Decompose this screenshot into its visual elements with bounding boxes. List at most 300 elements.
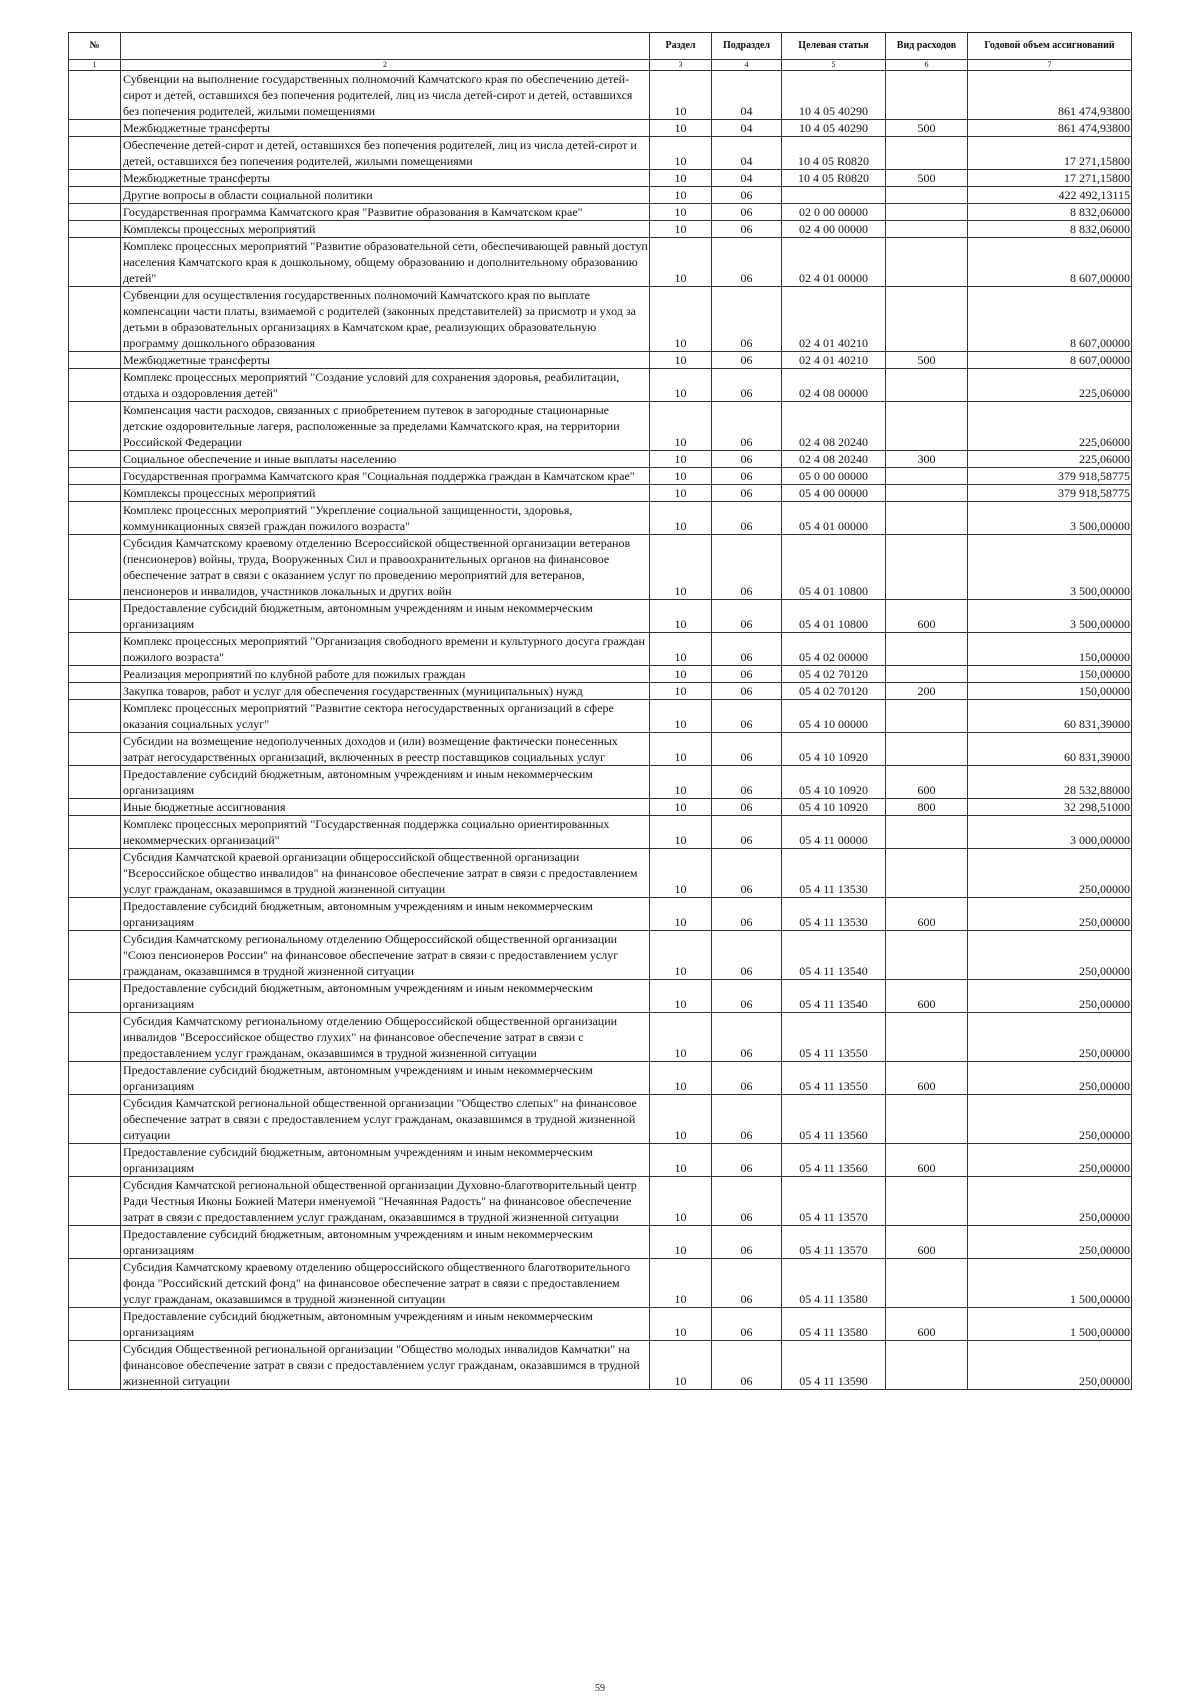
row-target-article-cell: 05 4 11 13560 [782,1144,886,1177]
row-name-cell: Комплекс процессных мероприятий "Укрепление социальной защищенности, здоровья, коммуникационных связей граждан пожилого возраста" [121,502,650,535]
row-name-cell: Комплексы процессных мероприятий [121,221,650,238]
row-razdel-cell: 10 [650,633,712,666]
row-amount-cell: 150,00000 [968,683,1132,700]
row-name-cell: Субсидия Камчатской региональной общественной организации "Общество слепых" на финансовое обеспечение затрат в связи с предоставлением услуг гражданам, оказавшимся в трудной жизненной ситуации [121,1095,650,1144]
row-podrazdel-cell: 06 [712,238,782,287]
column-number: 4 [712,60,782,71]
row-amount-cell: 250,00000 [968,1062,1132,1095]
row-number-cell [69,816,121,849]
row-expense-type-cell: 800 [886,799,968,816]
row-amount-cell: 8 607,00000 [968,287,1132,352]
row-number-cell [69,451,121,468]
row-expense-type-cell: 500 [886,170,968,187]
row-name-cell: Комплекс процессных мероприятий "Государственная поддержка социально ориентированных некоммерческих организаций" [121,816,650,849]
row-podrazdel-cell: 06 [712,766,782,799]
row-razdel-cell: 10 [650,931,712,980]
row-razdel-cell: 10 [650,1308,712,1341]
table-row [69,633,1132,666]
row-number-cell [69,733,121,766]
row-podrazdel-cell: 06 [712,633,782,666]
row-amount-cell: 225,06000 [968,451,1132,468]
row-razdel-cell: 10 [650,733,712,766]
row-razdel-cell: 10 [650,502,712,535]
row-expense-type-cell: 600 [886,1062,968,1095]
row-razdel-cell: 10 [650,485,712,502]
row-name-cell: Реализация мероприятий по клубной работе для пожилых граждан [121,666,650,683]
row-razdel-cell: 10 [650,816,712,849]
row-amount-cell: 60 831,39000 [968,700,1132,733]
row-amount-cell: 8 607,00000 [968,238,1132,287]
row-target-article-cell: 05 4 11 13570 [782,1226,886,1259]
row-amount-cell: 250,00000 [968,1341,1132,1390]
row-target-article-cell: 05 4 11 13530 [782,898,886,931]
row-expense-type-cell [886,187,968,204]
row-razdel-cell: 10 [650,1013,712,1062]
row-razdel-cell: 10 [650,468,712,485]
row-number-cell [69,1226,121,1259]
row-amount-cell: 250,00000 [968,898,1132,931]
row-podrazdel-cell: 06 [712,666,782,683]
row-number-cell [69,221,121,238]
row-podrazdel-cell: 06 [712,402,782,451]
row-razdel-cell: 10 [650,187,712,204]
row-expense-type-cell [886,633,968,666]
row-razdel-cell: 10 [650,980,712,1013]
row-expense-type-cell: 300 [886,451,968,468]
row-name-cell: Предоставление субсидий бюджетным, автономным учреждениям и иным некоммерческим организациям [121,1226,650,1259]
row-podrazdel-cell: 06 [712,1308,782,1341]
row-name-cell: Комплекс процессных мероприятий "Создание условий для сохранения здоровья, реабилитации, отдыха и оздоровления детей" [121,369,650,402]
row-amount-cell: 1 500,00000 [968,1308,1132,1341]
row-razdel-cell: 10 [650,170,712,187]
row-target-article-cell: 05 4 01 10800 [782,535,886,600]
row-podrazdel-cell: 06 [712,287,782,352]
budget-table [68,32,1132,1390]
row-amount-cell: 422 492,13115 [968,187,1132,204]
table-row [69,369,1132,402]
row-razdel-cell: 10 [650,352,712,369]
header-expense-type: Вид расходов [886,33,968,60]
row-number-cell [69,402,121,451]
row-podrazdel-cell: 06 [712,468,782,485]
row-amount-cell: 60 831,39000 [968,733,1132,766]
row-number-cell [69,700,121,733]
table-row [69,683,1132,700]
row-podrazdel-cell: 06 [712,485,782,502]
row-target-article-cell: 05 4 10 10920 [782,799,886,816]
table-row [69,898,1132,931]
row-number-cell [69,485,121,502]
row-amount-cell: 861 474,93800 [968,71,1132,120]
row-podrazdel-cell: 04 [712,120,782,137]
row-name-cell: Предоставление субсидий бюджетным, автономным учреждениям и иным некоммерческим организациям [121,600,650,633]
row-razdel-cell: 10 [650,683,712,700]
row-amount-cell: 250,00000 [968,1144,1132,1177]
row-razdel-cell: 10 [650,287,712,352]
row-number-cell [69,187,121,204]
row-podrazdel-cell: 06 [712,1095,782,1144]
row-podrazdel-cell: 06 [712,600,782,633]
row-target-article-cell: 05 4 01 00000 [782,502,886,535]
row-amount-cell: 3 500,00000 [968,502,1132,535]
row-podrazdel-cell: 06 [712,352,782,369]
table-row [69,402,1132,451]
row-number-cell [69,766,121,799]
row-target-article-cell: 02 4 08 00000 [782,369,886,402]
table-row [69,535,1132,600]
row-razdel-cell: 10 [650,600,712,633]
row-target-article-cell: 02 4 08 20240 [782,402,886,451]
row-amount-cell: 8 607,00000 [968,352,1132,369]
table-row [69,600,1132,633]
row-razdel-cell: 10 [650,1341,712,1390]
row-number-cell [69,666,121,683]
row-number-cell [69,849,121,898]
row-target-article-cell: 05 0 00 00000 [782,468,886,485]
table-row [69,451,1132,468]
row-number-cell [69,799,121,816]
table-row [69,931,1132,980]
row-podrazdel-cell: 04 [712,71,782,120]
row-podrazdel-cell: 06 [712,1144,782,1177]
row-razdel-cell: 10 [650,1062,712,1095]
row-expense-type-cell: 600 [886,1308,968,1341]
row-number-cell [69,535,121,600]
row-expense-type-cell [886,485,968,502]
row-expense-type-cell [886,204,968,221]
row-amount-cell: 3 000,00000 [968,816,1132,849]
row-podrazdel-cell: 06 [712,816,782,849]
row-amount-cell: 250,00000 [968,1095,1132,1144]
row-expense-type-cell: 600 [886,980,968,1013]
row-razdel-cell: 10 [650,1177,712,1226]
row-target-article-cell: 05 4 02 70120 [782,666,886,683]
row-expense-type-cell [886,666,968,683]
row-number-cell [69,502,121,535]
row-expense-type-cell: 600 [886,1226,968,1259]
row-target-article-cell: 02 4 01 00000 [782,238,886,287]
table-row [69,1177,1132,1226]
row-razdel-cell: 10 [650,1144,712,1177]
row-amount-cell: 379 918,58775 [968,468,1132,485]
row-razdel-cell: 10 [650,700,712,733]
row-podrazdel-cell: 06 [712,849,782,898]
row-name-cell: Межбюджетные трансферты [121,170,650,187]
row-target-article-cell: 05 4 11 00000 [782,816,886,849]
row-target-article-cell: 05 4 11 13570 [782,1177,886,1226]
row-number-cell [69,980,121,1013]
row-podrazdel-cell: 06 [712,1226,782,1259]
row-podrazdel-cell: 06 [712,502,782,535]
row-razdel-cell: 10 [650,402,712,451]
row-name-cell: Комплекс процессных мероприятий "Организация свободного времени и культурного досуга граждан пожилого возраста" [121,633,650,666]
row-podrazdel-cell: 06 [712,799,782,816]
row-podrazdel-cell: 06 [712,369,782,402]
row-name-cell: Комплекс процессных мероприятий "Развитие образовательной сети, обеспечивающей равный доступ населения Камчатского края к дошкольному, общему образованию и дополнительному образованию детей" [121,238,650,287]
row-razdel-cell: 10 [650,1226,712,1259]
row-name-cell: Субсидия Камчатскому краевому отделению Всероссийской общественной организации ветеранов (пенсионеров) войны, труда, Вооруженных Сил и правоохранительных органов на финансовое обеспечение затрат в связи с оказанием услуг по проведению мероприятий для ветеранов, пенсионеров и инвалидов, участников локальных и других войн [121,535,650,600]
row-razdel-cell: 10 [650,898,712,931]
row-name-cell: Субсидия Камчатскому краевому отделению общероссийского общественного благотворительного фонда "Российский детский фонд" на финансовое обеспечение затрат в связи с предоставлением услуг гражданам, оказавшимся в трудной жизненной ситуации [121,1259,650,1308]
row-number-cell [69,170,121,187]
row-razdel-cell: 10 [650,1259,712,1308]
row-expense-type-cell [886,369,968,402]
row-expense-type-cell: 600 [886,1144,968,1177]
row-expense-type-cell [886,535,968,600]
table-row [69,1144,1132,1177]
row-name-cell: Другие вопросы в области социальной политики [121,187,650,204]
row-expense-type-cell [886,1013,968,1062]
row-number-cell [69,600,121,633]
row-number-cell [69,1095,121,1144]
row-name-cell: Компенсация части расходов, связанных с приобретением путевок в загородные стационарные детские оздоровительные лагеря, расположенные за пределами Камчатского края, на территории Российской Федерации [121,402,650,451]
row-name-cell: Комплекс процессных мероприятий "Развитие сектора негосударственных организаций в сфере оказания социальных услуг" [121,700,650,733]
row-name-cell: Субвенции для осуществления государственных полномочий Камчатского края по выплате компенсации части платы, взимаемой с родителей (законных представителей) за присмотр и уход за детьми в образовательных организациях в Камчатском крае, реализующих образовательную программу дошкольного образования [121,287,650,352]
row-target-article-cell: 05 4 11 13550 [782,1013,886,1062]
row-number-cell [69,1144,121,1177]
row-amount-cell: 225,06000 [968,402,1132,451]
row-target-article-cell: 05 4 11 13540 [782,931,886,980]
row-amount-cell: 3 500,00000 [968,600,1132,633]
column-number: 5 [782,60,886,71]
row-razdel-cell: 10 [650,221,712,238]
row-number-cell [69,204,121,221]
row-amount-cell: 17 271,15800 [968,137,1132,170]
row-amount-cell: 32 298,51000 [968,799,1132,816]
row-target-article-cell: 02 4 01 40210 [782,352,886,369]
row-razdel-cell: 10 [650,204,712,221]
row-target-article-cell: 05 4 11 13580 [782,1308,886,1341]
row-amount-cell: 150,00000 [968,633,1132,666]
column-number-row [69,60,1132,71]
row-podrazdel-cell: 06 [712,1062,782,1095]
row-number-cell [69,1259,121,1308]
row-expense-type-cell [886,137,968,170]
row-amount-cell: 8 832,06000 [968,221,1132,238]
row-expense-type-cell [886,71,968,120]
table-row [69,468,1132,485]
row-name-cell: Предоставление субсидий бюджетным, автономным учреждениям и иным некоммерческим организациям [121,766,650,799]
table-row [69,187,1132,204]
row-target-article-cell: 05 4 10 00000 [782,700,886,733]
table-row [69,238,1132,287]
column-number: 2 [121,60,650,71]
row-number-cell [69,1177,121,1226]
row-amount-cell: 225,06000 [968,369,1132,402]
row-podrazdel-cell: 06 [712,980,782,1013]
row-number-cell [69,1308,121,1341]
row-razdel-cell: 10 [650,766,712,799]
row-target-article-cell: 10 4 05 40290 [782,120,886,137]
row-podrazdel-cell: 06 [712,221,782,238]
table-row [69,849,1132,898]
row-name-cell: Субсидии на возмещение недополученных доходов и (или) возмещение фактически понесенных затрат негосударственных организаций, включенных в реестр поставщиков социальных услуг [121,733,650,766]
table-row [69,120,1132,137]
row-number-cell [69,120,121,137]
row-target-article-cell: 05 4 10 10920 [782,733,886,766]
row-expense-type-cell [886,402,968,451]
row-expense-type-cell: 500 [886,352,968,369]
row-name-cell: Государственная программа Камчатского края "Социальная поддержка граждан в Камчатском крае" [121,468,650,485]
row-razdel-cell: 10 [650,799,712,816]
row-target-article-cell: 05 4 02 00000 [782,633,886,666]
row-target-article-cell: 05 4 11 13550 [782,1062,886,1095]
row-name-cell: Социальное обеспечение и иные выплаты населению [121,451,650,468]
row-razdel-cell: 10 [650,535,712,600]
header-razdel: Раздел [650,33,712,60]
row-podrazdel-cell: 04 [712,137,782,170]
row-expense-type-cell [886,287,968,352]
row-amount-cell: 8 832,06000 [968,204,1132,221]
row-podrazdel-cell: 06 [712,931,782,980]
row-expense-type-cell [886,816,968,849]
row-expense-type-cell [886,1259,968,1308]
row-podrazdel-cell: 06 [712,535,782,600]
row-podrazdel-cell: 04 [712,170,782,187]
row-name-cell: Субсидия Общественной региональной организации "Общество молодых инвалидов Камчатки" на финансовое обеспечение затрат в связи с предоставлением услуг гражданам, оказавшимся в трудной жизненной ситуации [121,1341,650,1390]
table-row [69,799,1132,816]
row-target-article-cell: 05 4 11 13560 [782,1095,886,1144]
row-name-cell: Субсидия Камчатской краевой организации общероссийской общественной организации "Всероссийское общество инвалидов" на финансовое обеспечение затрат в связи с предоставлением услуг гражданам, оказавшимся в трудной жизненной ситуации [121,849,650,898]
row-expense-type-cell [886,238,968,287]
row-expense-type-cell [886,1177,968,1226]
row-number-cell [69,71,121,120]
row-name-cell: Субвенции на выполнение государственных полномочий Камчатского края по обеспечению детей-сирот и детей, оставшихся без попечения родителей, лиц из числа детей-сирот и детей, оставшихся без попечения родителей, жилыми помещениями [121,71,650,120]
row-amount-cell: 379 918,58775 [968,485,1132,502]
row-razdel-cell: 10 [650,238,712,287]
row-number-cell [69,137,121,170]
header-annual-volume: Годовой объем ассигнований [968,33,1132,60]
row-razdel-cell: 10 [650,137,712,170]
header-name [121,33,650,60]
table-row [69,287,1132,352]
row-target-article-cell: 05 4 00 00000 [782,485,886,502]
row-target-article-cell: 02 4 08 20240 [782,451,886,468]
table-row [69,1259,1132,1308]
table-row [69,816,1132,849]
row-expense-type-cell [886,733,968,766]
row-name-cell: Предоставление субсидий бюджетным, автономным учреждениям и иным некоммерческим организациям [121,1308,650,1341]
row-podrazdel-cell: 06 [712,204,782,221]
row-podrazdel-cell: 06 [712,1177,782,1226]
row-target-article-cell: 10 4 05 R0820 [782,137,886,170]
row-number-cell [69,238,121,287]
table-row [69,1013,1132,1062]
row-number-cell [69,1341,121,1390]
row-expense-type-cell: 600 [886,766,968,799]
row-razdel-cell: 10 [650,849,712,898]
row-target-article-cell: 05 4 02 70120 [782,683,886,700]
row-name-cell: Закупка товаров, работ и услуг для обеспечения государственных (муниципальных) нужд [121,683,650,700]
row-name-cell: Иные бюджетные ассигнования [121,799,650,816]
row-name-cell: Предоставление субсидий бюджетным, автономным учреждениям и иным некоммерческим организациям [121,1144,650,1177]
column-number: 3 [650,60,712,71]
row-name-cell: Межбюджетные трансферты [121,352,650,369]
row-target-article-cell [782,187,886,204]
header-number: № [69,33,121,60]
column-number: 6 [886,60,968,71]
table-header-row [69,33,1132,60]
row-amount-cell: 250,00000 [968,1013,1132,1062]
table-row [69,170,1132,187]
row-name-cell: Субсидия Камчатскому региональному отделению Общероссийской общественной организации "Союз пенсионеров России" на финансовое обеспечение затрат в связи с предоставлением услуг гражданам, оказавшимся в трудной жизненной ситуации [121,931,650,980]
row-number-cell [69,898,121,931]
row-podrazdel-cell: 06 [712,1341,782,1390]
row-target-article-cell: 02 4 01 40210 [782,287,886,352]
row-target-article-cell: 05 4 11 13530 [782,849,886,898]
table-row [69,1226,1132,1259]
column-number: 1 [69,60,121,71]
row-target-article-cell: 05 4 11 13540 [782,980,886,1013]
row-amount-cell: 861 474,93800 [968,120,1132,137]
table-row [69,1095,1132,1144]
row-razdel-cell: 10 [650,369,712,402]
row-target-article-cell: 05 4 11 13590 [782,1341,886,1390]
row-expense-type-cell: 500 [886,120,968,137]
row-target-article-cell: 02 4 00 00000 [782,221,886,238]
row-razdel-cell: 10 [650,71,712,120]
row-amount-cell: 250,00000 [968,849,1132,898]
row-target-article-cell: 10 4 05 40290 [782,71,886,120]
table-body [69,71,1132,1390]
row-podrazdel-cell: 06 [712,1013,782,1062]
header-target-article: Целевая статья [782,33,886,60]
row-expense-type-cell [886,849,968,898]
table-row [69,502,1132,535]
table-row [69,1341,1132,1390]
row-number-cell [69,1062,121,1095]
row-expense-type-cell [886,931,968,980]
table-row [69,733,1132,766]
column-number: 7 [968,60,1132,71]
table-row [69,221,1132,238]
row-number-cell [69,683,121,700]
row-expense-type-cell: 200 [886,683,968,700]
table-row [69,766,1132,799]
row-name-cell: Субсидия Камчатскому региональному отделению Общероссийской общественной организации инвалидов "Всероссийское общество глухих" на финансовое обеспечение затрат в связи с предоставлением услуг гражданам, оказавшимся в трудной жизненной ситуации [121,1013,650,1062]
row-name-cell: Предоставление субсидий бюджетным, автономным учреждениям и иным некоммерческим организациям [121,980,650,1013]
row-expense-type-cell [886,700,968,733]
row-amount-cell: 250,00000 [968,1177,1132,1226]
row-target-article-cell: 02 0 00 00000 [782,204,886,221]
row-target-article-cell: 10 4 05 R0820 [782,170,886,187]
row-amount-cell: 250,00000 [968,931,1132,980]
table-row [69,1062,1132,1095]
table-row [69,980,1132,1013]
table-row [69,137,1132,170]
row-podrazdel-cell: 06 [712,1259,782,1308]
table-row [69,204,1132,221]
row-number-cell [69,287,121,352]
row-number-cell [69,468,121,485]
row-name-cell: Комплексы процессных мероприятий [121,485,650,502]
row-expense-type-cell [886,221,968,238]
row-amount-cell: 150,00000 [968,666,1132,683]
row-number-cell [69,931,121,980]
row-amount-cell: 3 500,00000 [968,535,1132,600]
row-razdel-cell: 10 [650,120,712,137]
row-name-cell: Государственная программа Камчатского края "Развитие образования в Камчатском крае" [121,204,650,221]
row-expense-type-cell: 600 [886,600,968,633]
row-amount-cell: 28 532,88000 [968,766,1132,799]
table-row [69,700,1132,733]
row-podrazdel-cell: 06 [712,700,782,733]
table-row [69,352,1132,369]
row-podrazdel-cell: 06 [712,683,782,700]
row-number-cell [69,1013,121,1062]
table-row [69,1308,1132,1341]
table-row [69,71,1132,120]
